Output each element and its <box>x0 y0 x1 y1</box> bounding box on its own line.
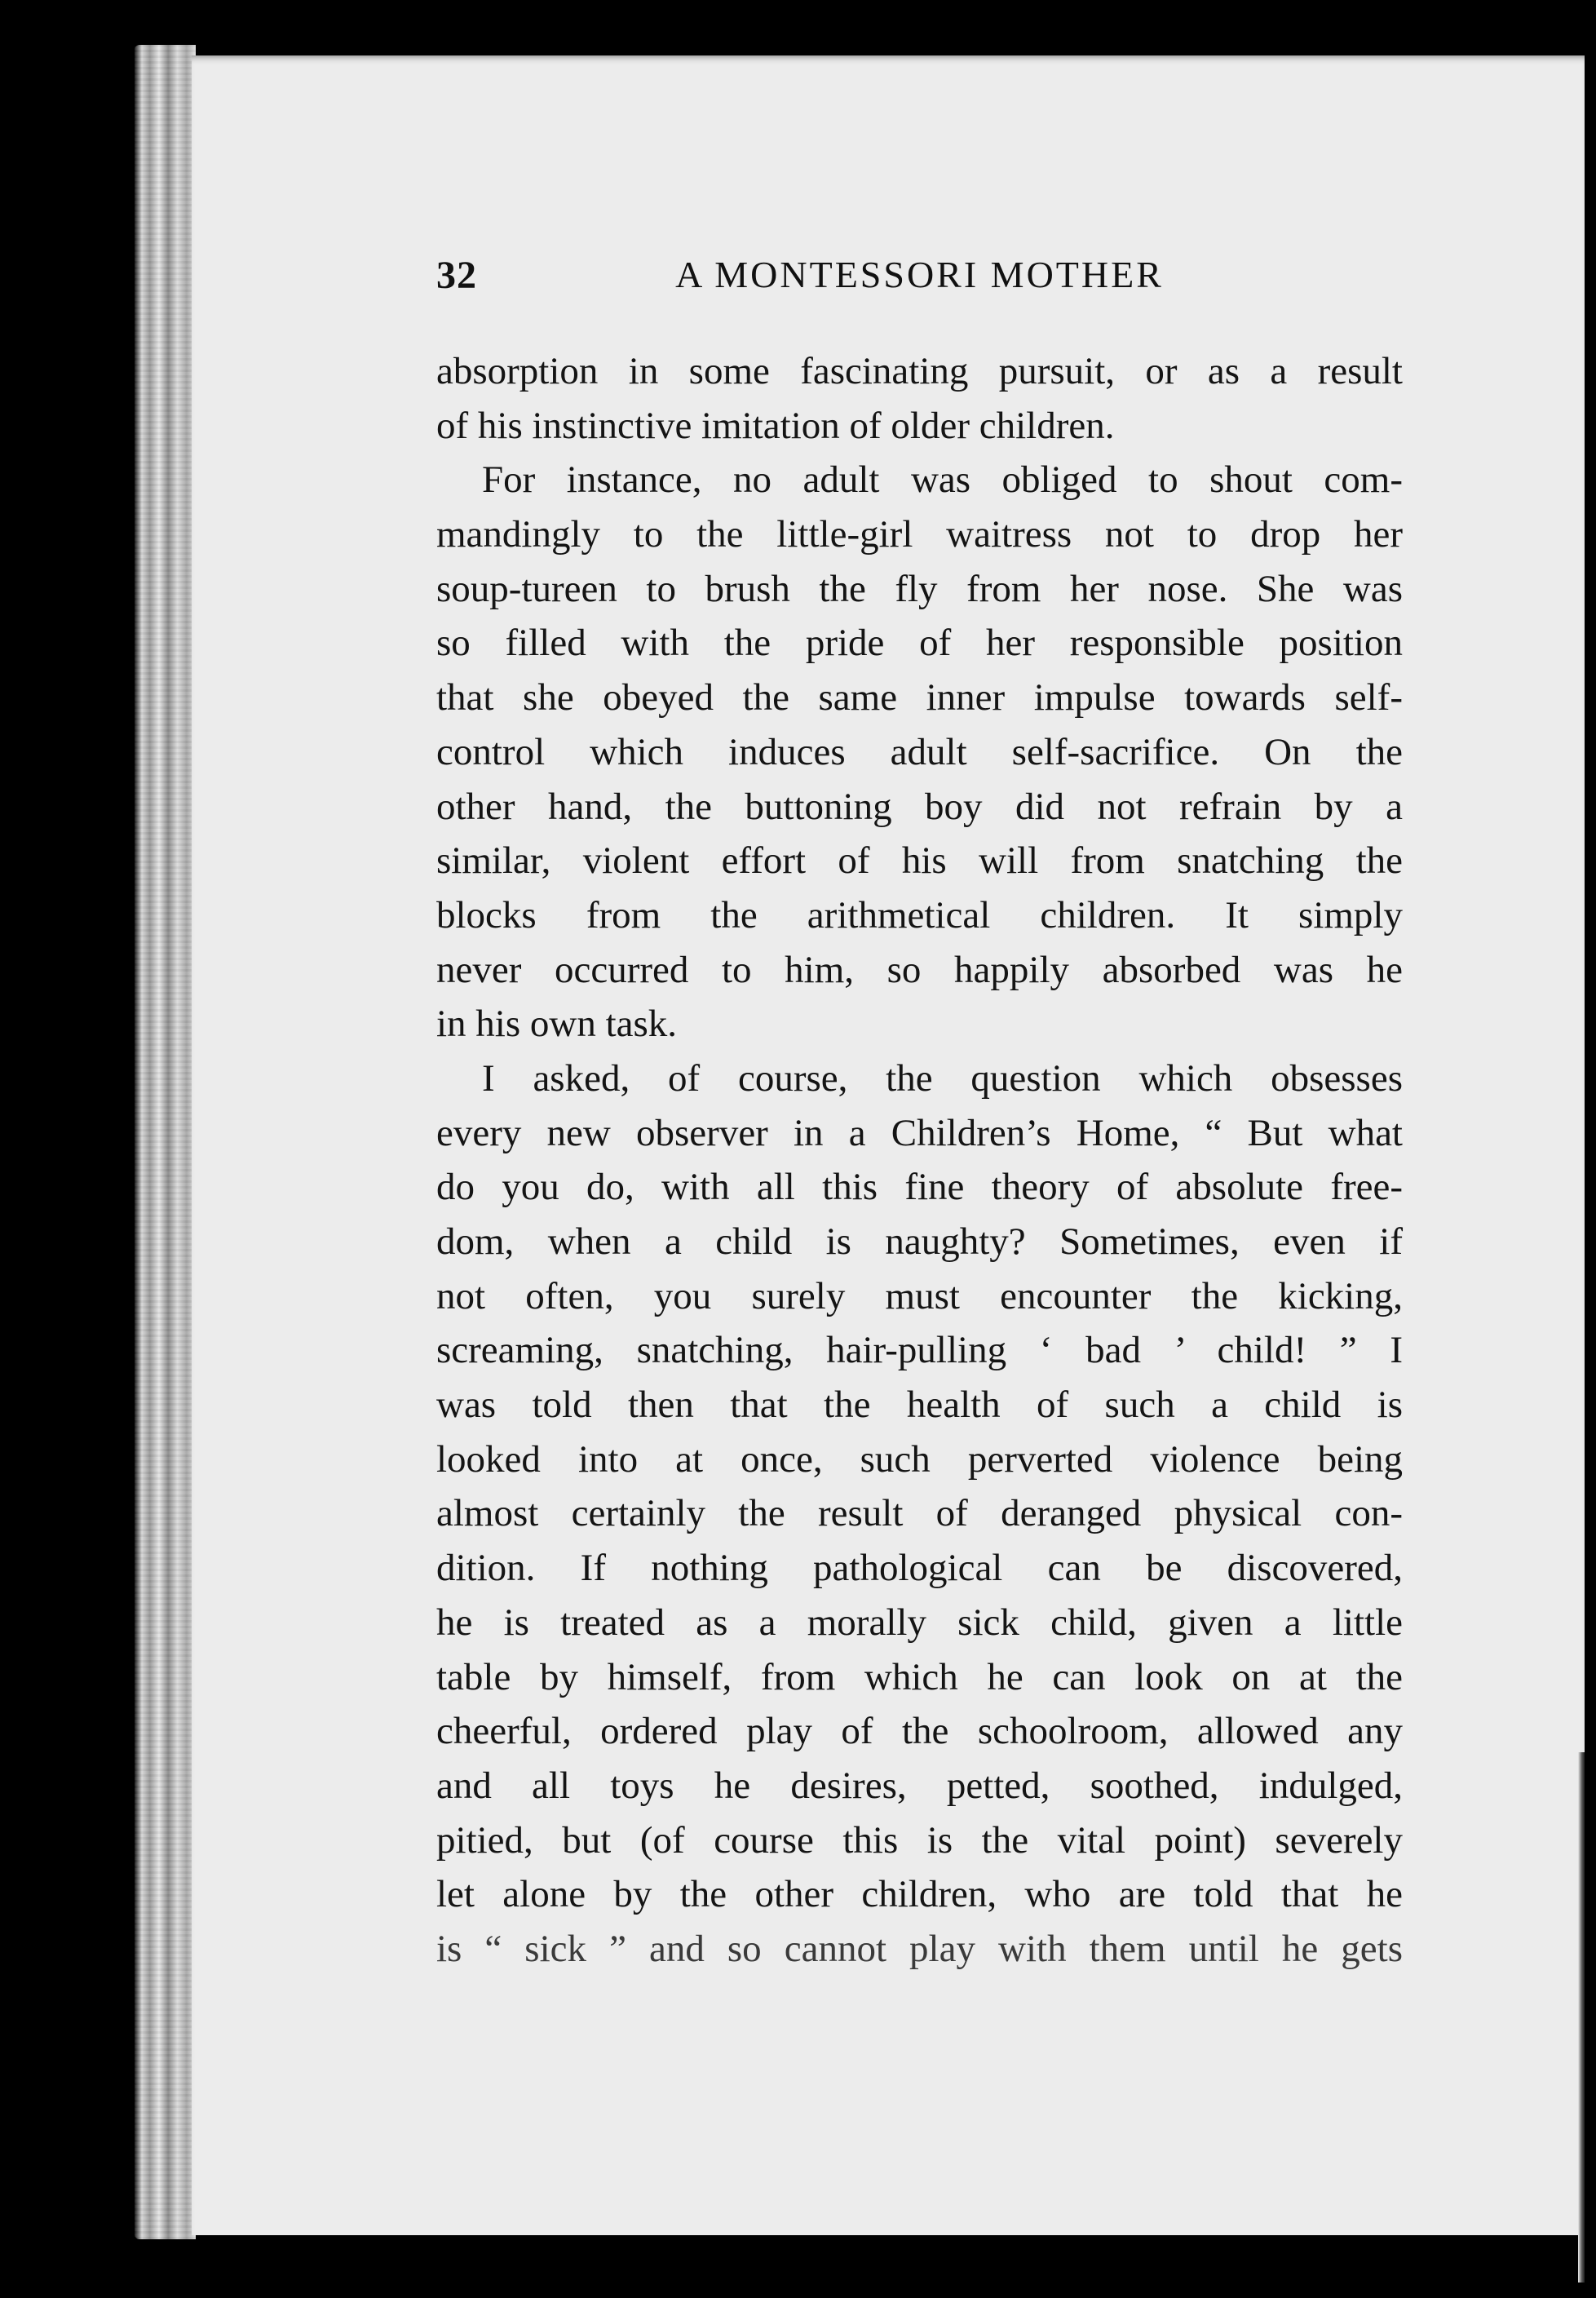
book-page-edges <box>135 45 196 2239</box>
text-line: not often, you surely must encounter the kicking, <box>436 1274 1403 1317</box>
text-line: soup-tureen to brush the fly from her nose. She was <box>436 567 1403 610</box>
text-line: was told then that the health of such a child is <box>436 1384 1403 1427</box>
text-line: screaming, snatching, hair-pulling ‘ bad ’ child! ” I <box>436 1329 1403 1372</box>
text-line: every new observer in a Children’s Home, “ But what <box>436 1111 1403 1154</box>
text-line: mandingly to the little-girl waitress not to drop her <box>436 513 1403 556</box>
text-line: of his instinctive imitation of older children. <box>436 404 1115 447</box>
running-title: A MONTESSORI MOTHER <box>675 254 1164 295</box>
text-line: do you do, with all this fine theory of absolute free- <box>436 1166 1403 1209</box>
text-line: is “ sick ” and so cannot play with them until he gets <box>436 1927 1403 1970</box>
text-line: blocks from the arithmetical children. It simply <box>436 893 1403 936</box>
text-line: and all toys he desires, petted, soothed, indulged, <box>436 1764 1403 1807</box>
text-line: I asked, of course, the question which obsesses <box>482 1056 1403 1100</box>
text-line: other hand, the buttoning boy did not refrain by a <box>436 785 1403 828</box>
text-line: never occurred to him, so happily absorbed was he <box>436 948 1403 991</box>
text-line: looked into at once, such perverted violence being <box>436 1437 1403 1481</box>
page-number: 32 <box>436 254 477 297</box>
text-line: in his own task. <box>436 1003 678 1046</box>
text-line: dition. If nothing pathological can be discovered, <box>436 1547 1403 1590</box>
running-head <box>436 253 1403 318</box>
text-line: he is treated as a morally sick child, given a little <box>436 1601 1403 1644</box>
text-line: cheerful, ordered play of the schoolroom, allowed any <box>436 1710 1403 1753</box>
body-text <box>436 344 1403 1977</box>
text-line: absorption in some fascinating pursuit, or as a result <box>436 350 1403 392</box>
text-line: so filled with the pride of her responsible position <box>436 622 1403 665</box>
text-line: that she obeyed the same inner impulse towards self- <box>436 676 1403 720</box>
text-line: let alone by the other children, who are told that he <box>436 1873 1403 1916</box>
text-line: almost certainly the result of deranged physical con- <box>436 1492 1403 1535</box>
text-line: pitied, but (of course this is the vital point) severely <box>436 1818 1403 1862</box>
page-edge-shadow <box>1578 1752 1585 2283</box>
text-line: similar, violent effort of his will from snatching the <box>436 839 1403 883</box>
text-line: table by himself, from which he can look on at the <box>436 1655 1403 1698</box>
text-line: For instance, no adult was obliged to shout com- <box>482 458 1403 502</box>
text-line: dom, when a child is naughty? Sometimes, even if <box>436 1220 1403 1263</box>
text-line: control which induces adult self-sacrifice. On the <box>436 730 1403 773</box>
